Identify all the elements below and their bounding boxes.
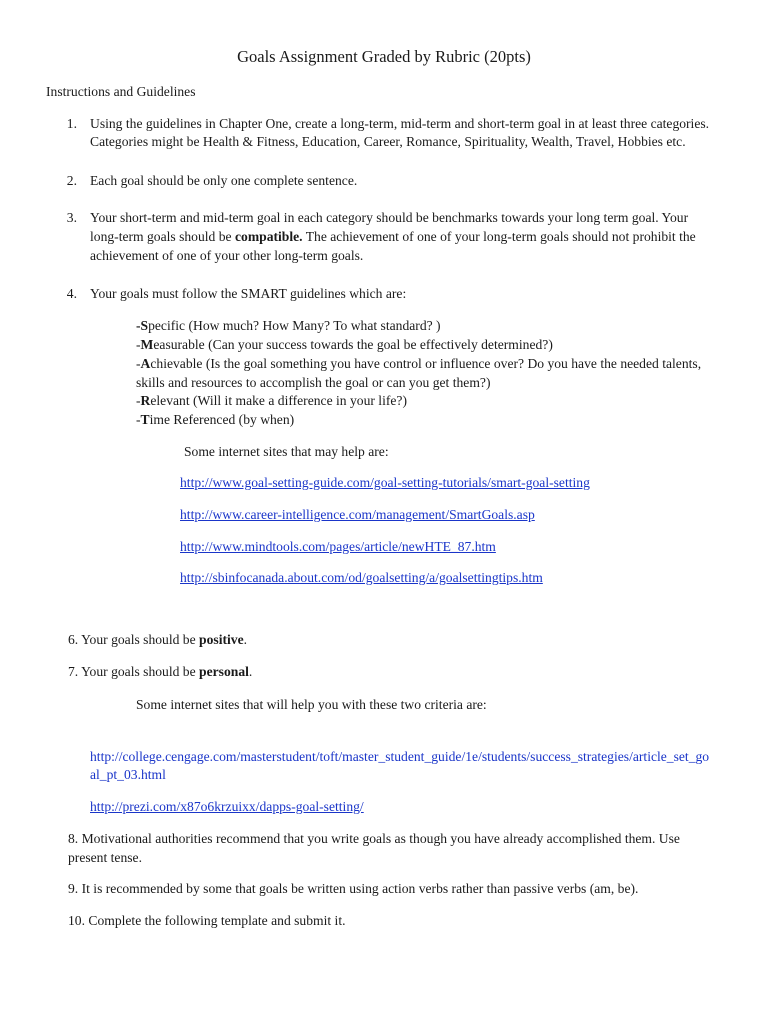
smart-relevant [136,392,407,410]
item-7 [68,663,252,681]
smart-t-text: ime Referenced (by when) [149,412,295,427]
link-career-intelligence[interactable]: http://www.career-intelligence.com/management/SmartGoals.asp [180,507,535,522]
item-6 [68,631,247,649]
item-1-line-2: Categories might be Health & Fitness, Education, Career, Romance, Spirituality, Wealth, Travel, Hobbies etc. [90,134,686,149]
section-heading: Instructions and Guidelines [46,84,196,99]
smart-time-referenced [136,411,294,429]
sites-intro-2: Some internet sites that will help you with these two criteria are: [136,697,487,712]
item-1-line-1: Using the guidelines in Chapter One, create a long-term, mid-term and short-term goal in at least three categories. [90,116,710,131]
smart-s-text: pecific (How much? How Many? To what standard? ) [148,318,441,333]
link-sbinfocanada[interactable]: http://sbinfocanada.about.com/od/goalsetting/a/goalsettingtips.htm [180,570,543,585]
smart-s-letter: S [140,318,149,333]
smart-achievable [136,355,701,373]
item-3-line-1: Your short-term and mid-term goal in each category should be benchmarks towards your long term goal. Your [90,210,689,225]
item-2-number: 2. [66,173,77,188]
smart-a-dash: - [136,356,141,371]
item-2-text: Each goal should be only one complete sentence. [90,173,358,188]
item-3-number: 3. [66,210,77,225]
item-6-pre: 6. Your goals should be [68,632,200,647]
smart-t-letter: T [140,412,150,427]
item-8-line-2: present tense. [68,850,142,865]
item-10: 10. Complete the following template and submit it. [68,913,346,928]
smart-s-dash: - [136,318,141,333]
sites-intro-1: Some internet sites that may help are: [184,444,389,459]
item-3-line-2-pre: long-term goals should be [90,229,235,244]
smart-m-letter: M [140,337,154,352]
smart-r-text: elevant (Will it make a difference in your life?) [150,393,407,408]
smart-specific [136,317,441,335]
item-7-emphasis: personal [199,664,249,679]
item-3-emphasis: compatible. [234,229,303,244]
link-mindtools[interactable]: http://www.mindtools.com/pages/article/newHTE_87.htm [180,539,496,554]
smart-m-dash: - [136,337,141,352]
smart-r-letter: R [140,393,151,408]
item-3-line-2 [90,228,696,246]
link-goal-setting-guide[interactable]: http://www.goal-setting-guide.com/goal-setting-tutorials/smart-goal-setting [180,475,590,490]
item-1-number: 1. [66,116,77,131]
smart-achievable-line-2: skills and resources to accomplish the goal or can you get them?) [136,375,491,390]
item-4-number: 4. [66,286,77,301]
smart-a-text: chievable (Is the goal something you have control or influence over? Do you have the needed talents, [150,356,702,371]
page-title: Goals Assignment Graded by Rubric (20pts) [237,47,531,66]
item-8-line-1: 8. Motivational authorities recommend that you write goals as though you have already accomplished them. Use [68,831,680,846]
item-6-post: . [243,632,248,647]
smart-measurable [136,336,553,354]
item-7-post: . [248,664,253,679]
smart-t-dash: - [136,412,141,427]
item-6-emphasis: positive [199,632,244,647]
smart-m-text: easurable (Can your success towards the goal be effectively determined?) [153,337,553,352]
item-4-text: Your goals must follow the SMART guidelines which are: [90,286,407,301]
item-3-line-3: achievement of one of your other long-term goals. [90,248,364,263]
smart-r-dash: - [136,393,141,408]
link-cengage-line-1[interactable]: http://college.cengage.com/masterstudent/toft/master_student_guide/1e/students/success_strategies/article_set_go [90,749,710,764]
link-prezi[interactable]: http://prezi.com/x87o6krzuixx/dapps-goal-setting/ [90,799,364,814]
smart-a-letter: A [140,356,151,371]
item-9: 9. It is recommended by some that goals be written using action verbs rather than passive verbs (am, be). [68,881,639,896]
item-3-line-2-post: The achievement of one of your long-term goals should not prohibit the [302,229,696,244]
link-cengage-line-2[interactable]: al_pt_03.html [90,767,166,782]
item-7-pre: 7. Your goals should be [68,664,200,679]
